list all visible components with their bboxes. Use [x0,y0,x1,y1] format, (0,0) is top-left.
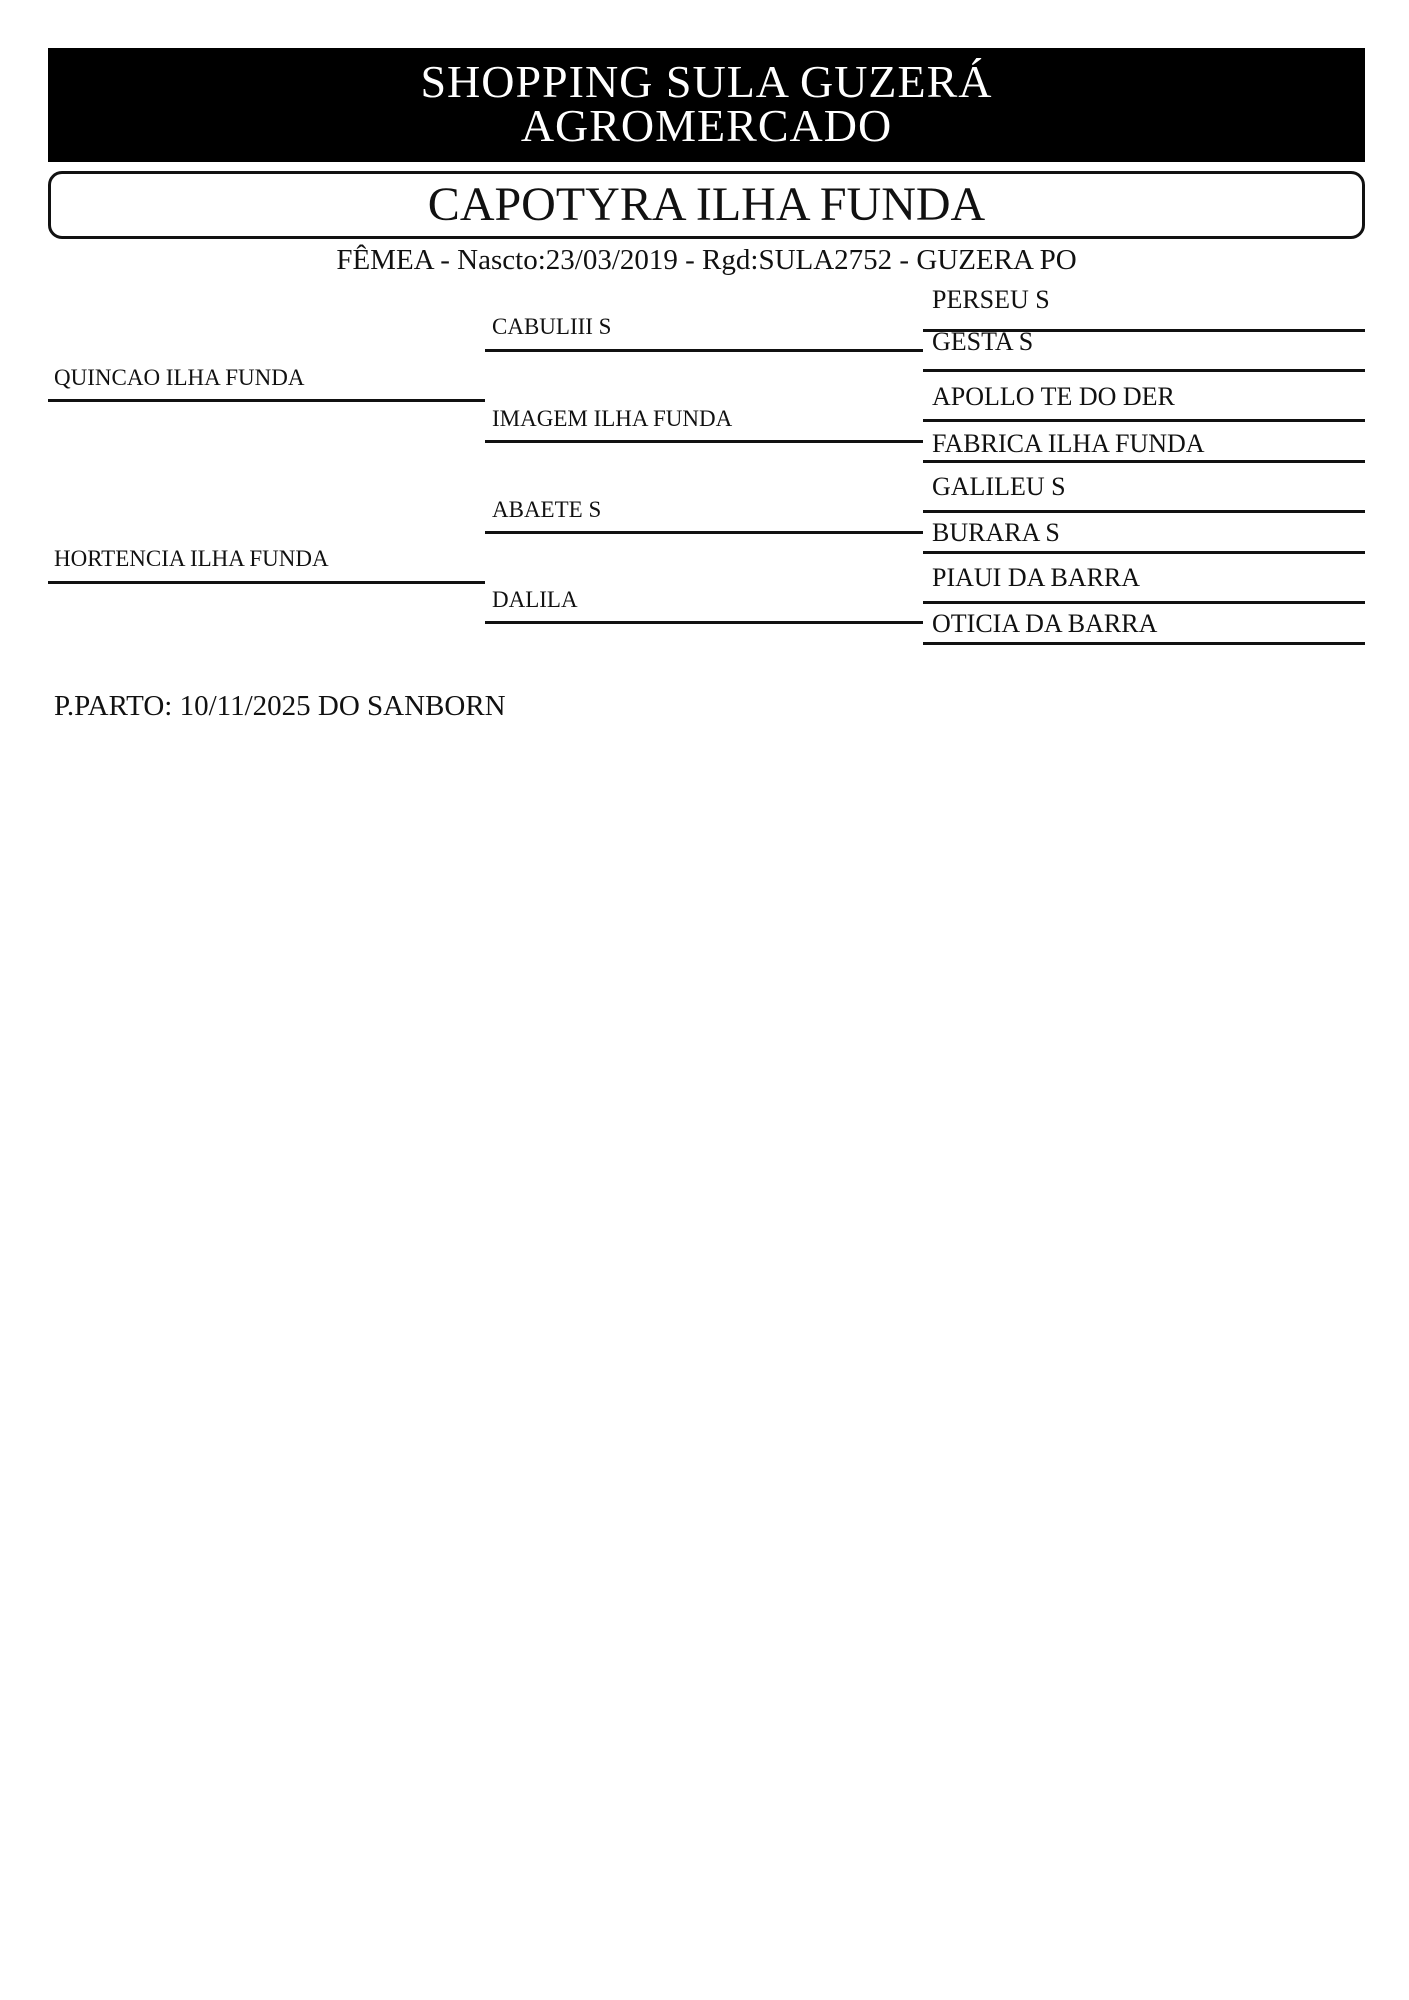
dam-dam-rule [485,621,923,624]
sire-sire-rule [485,349,923,352]
sire-dam-rule [485,440,923,443]
dam-sire-rule [485,531,923,534]
header-subtitle: AGROMERCADO [520,100,893,151]
sire-name: QUINCAO ILHA FUNDA [54,365,305,390]
ggp-4-rule [923,460,1365,463]
dam-sire-name: ABAETE S [492,497,602,522]
animal-info: FÊMEA - Nascto:23/03/2019 - Rgd:SULA2752 - GUZERA PO [336,244,1077,276]
ggp-6-rule [923,551,1365,554]
pparto-note: P.PARTO: 10/11/2025 DO SANBORN [54,690,506,722]
header-bar [48,48,1365,162]
ggp-5-rule [923,510,1365,513]
ggp-2-name: GESTA S [932,327,1034,356]
ggp-6-name: BURARA S [932,518,1060,547]
ggp-8-rule [923,642,1365,645]
ggp-5-name: GALILEU S [932,472,1066,501]
sire-dam-name: IMAGEM ILHA FUNDA [492,406,733,431]
header-title: SHOPPING SULA GUZERÁ [420,56,993,107]
dam-dam-name: DALILA [492,587,578,612]
ggp-2-rule [923,369,1365,372]
ggp-4-name: FABRICA ILHA FUNDA [932,429,1205,458]
ggp-3-name: APOLLO TE DO DER [932,382,1175,411]
ggp-7-rule [923,601,1365,604]
sire-rule [48,399,485,402]
ggp-1-name: PERSEU S [932,285,1050,314]
sire-sire-name: CABULIII S [492,314,612,339]
dam-rule [48,581,485,584]
animal-name: CAPOTYRA ILHA FUNDA [48,171,1365,239]
dam-name: HORTENCIA ILHA FUNDA [54,546,329,571]
ggp-3-rule [923,419,1365,422]
ggp-8-name: OTICIA DA BARRA [932,609,1158,638]
ggp-7-name: PIAUI DA BARRA [932,563,1141,592]
